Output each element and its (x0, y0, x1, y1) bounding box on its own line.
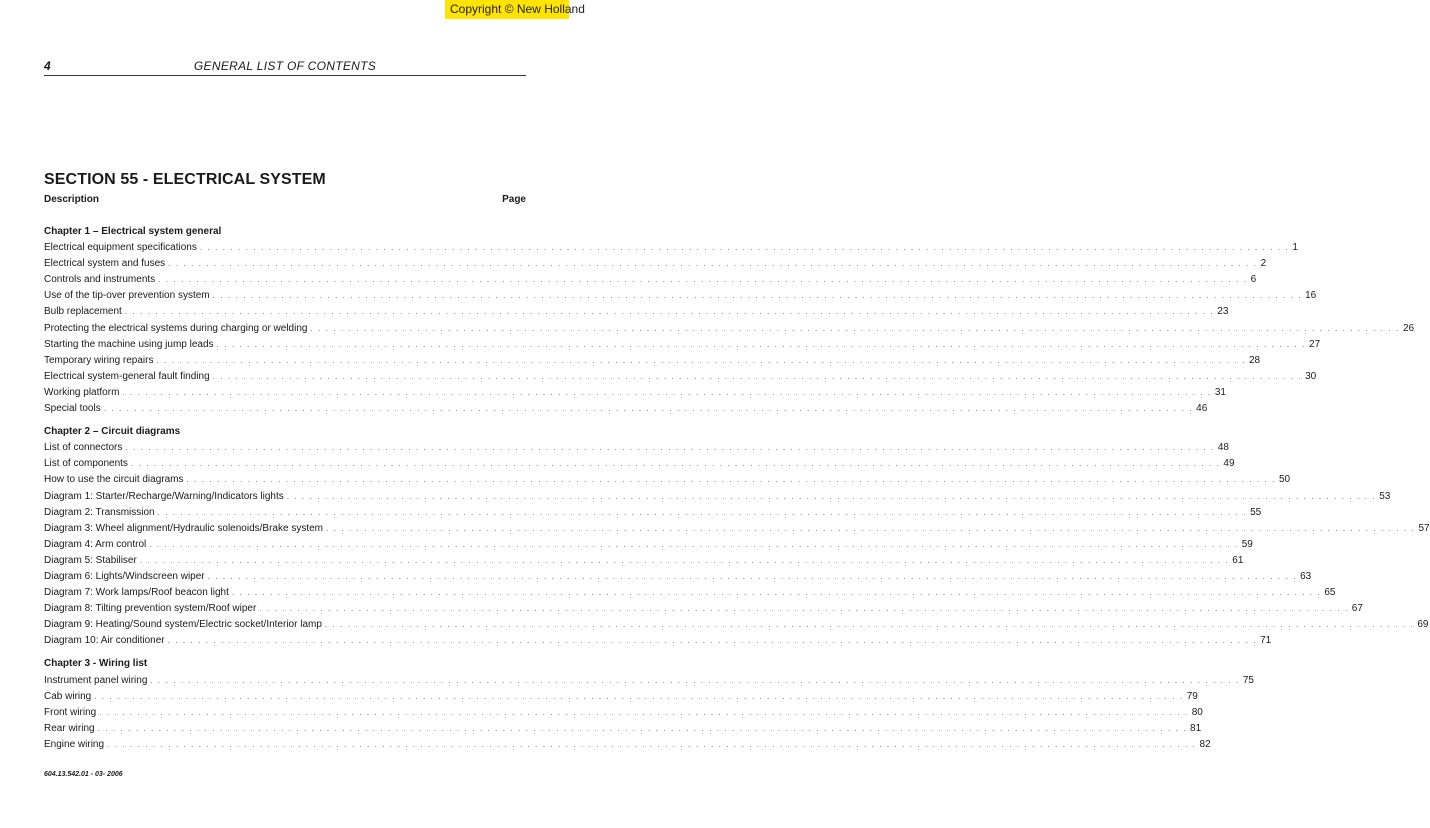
toc-entry[interactable] (44, 240, 1298, 256)
toc-entry-page: 82 (1199, 738, 1211, 750)
chapter-3 (44, 656, 1254, 753)
toc-entry[interactable] (44, 353, 1261, 369)
toc-entry-label: Temporary wiring repairs (44, 354, 154, 366)
toc-entry[interactable] (44, 737, 1211, 753)
toc-entry-label: Diagram 9: Heating/Sound system/Electric socket/Interior lamp (44, 619, 322, 631)
toc-entry-label: Special tools (44, 403, 101, 415)
dot-leader (325, 617, 1414, 633)
toc-entry-label: Diagram 10: Air conditioner (44, 635, 165, 647)
toc-entry-page: 46 (1196, 403, 1208, 415)
toc-entry-label: Use of the tip-over prevention system (44, 290, 210, 302)
toc-entry-page: 55 (1250, 506, 1262, 518)
toc-entry[interactable] (44, 705, 1203, 721)
toc-entry-page: 81 (1190, 722, 1202, 734)
dot-leader (287, 489, 1376, 505)
dot-leader (98, 721, 1187, 737)
toc-entry[interactable] (44, 633, 1272, 649)
toc-entry-page: 59 (1241, 538, 1253, 550)
chapter-1 (44, 224, 1415, 417)
toc-entry-label: List of components (44, 458, 128, 470)
dot-leader (125, 304, 1214, 320)
copyright-banner: Copyright © New Holland (445, 0, 569, 19)
dot-leader (168, 256, 1257, 272)
dot-leader (217, 337, 1306, 353)
toc-entry[interactable] (44, 256, 1267, 272)
table-of-contents (44, 224, 1430, 760)
toc-entry-page: 53 (1379, 490, 1391, 502)
page-header (44, 59, 526, 76)
dot-leader (149, 537, 1238, 553)
toc-entry-page: 27 (1309, 338, 1321, 350)
dot-leader (107, 737, 1196, 753)
toc-entry-page: 28 (1248, 354, 1261, 366)
toc-entry-page: 30 (1305, 370, 1317, 382)
chapter-title: Chapter 3 - Wiring list (44, 658, 148, 670)
toc-entry-page: 26 (1402, 322, 1415, 334)
dot-leader (259, 601, 1348, 617)
page-column-header: Page (502, 194, 526, 205)
section-title: SECTION 55 - ELECTRICAL SYSTEM (44, 171, 326, 188)
toc-entry-page: 57 (1418, 522, 1430, 534)
toc-entry-label: Electrical system-general fault finding (44, 370, 210, 382)
toc-entry-label: Rear wiring (44, 722, 95, 734)
toc-entry-label: Diagram 1: Starter/Recharge/Warning/Indicators lights (44, 490, 284, 502)
toc-entry-label: Electrical equipment specifications (44, 242, 197, 254)
toc-entry[interactable] (44, 401, 1208, 417)
toc-entry[interactable] (44, 321, 1415, 337)
toc-entry-page: 49 (1223, 458, 1235, 470)
toc-entry-page: 48 (1217, 442, 1229, 454)
chapter-title: Chapter 1 – Electrical system general (44, 226, 222, 237)
toc-entry-page: 65 (1324, 587, 1336, 599)
dot-leader (187, 472, 1276, 488)
dot-leader (131, 456, 1220, 472)
toc-entry-label: Instrument panel wiring (44, 674, 148, 686)
toc-entry[interactable] (44, 521, 1430, 537)
toc-entry-page: 50 (1278, 474, 1291, 486)
toc-entry-label: Diagram 4: Arm control (44, 538, 147, 550)
toc-entry-page: 6 (1250, 274, 1257, 286)
dot-leader (213, 288, 1302, 304)
toc-entry-label: Diagram 8: Tilting prevention system/Roof wiper (44, 603, 257, 615)
toc-entry[interactable] (44, 489, 1391, 505)
toc-entry[interactable] (44, 673, 1254, 689)
dot-leader (104, 401, 1193, 417)
dot-leader (213, 369, 1302, 385)
toc-entry-page: 71 (1260, 635, 1272, 647)
dot-leader (310, 321, 1399, 337)
toc-entry-label: Starting the machine using jump leads (44, 338, 214, 350)
toc-entry[interactable] (44, 472, 1291, 488)
toc-entry-label: Electrical system and fuses (44, 258, 166, 270)
description-column-header: Description (44, 194, 100, 205)
chapter-2 (44, 424, 1430, 649)
toc-entry[interactable] (44, 304, 1229, 320)
dot-leader (158, 505, 1247, 521)
dot-leader (125, 440, 1214, 456)
toc-entry[interactable] (44, 585, 1336, 601)
document-reference: 604.13.542.01 - 03- 2006 (44, 771, 123, 778)
dot-leader (140, 553, 1229, 569)
toc-entry-label: Cab wiring (44, 690, 92, 702)
toc-entry-page: 69 (1417, 619, 1429, 631)
header-title: GENERAL LIST OF CONTENTS (193, 59, 377, 73)
dot-leader (232, 585, 1321, 601)
toc-entry-page: 80 (1191, 706, 1203, 718)
toc-entry-page: 1 (1292, 242, 1298, 254)
toc-entry-page: 23 (1217, 306, 1229, 318)
toc-entry[interactable] (44, 440, 1229, 456)
toc-entry-label: Bulb replacement (44, 306, 122, 318)
toc-entry-label: Diagram 3: Wheel alignment/Hydraulic solenoids/Brake system (44, 522, 324, 534)
toc-entry-page: 31 (1214, 386, 1226, 398)
toc-entry-page: 75 (1242, 674, 1254, 686)
dot-leader (156, 353, 1245, 369)
toc-entry-page: 67 (1351, 603, 1363, 615)
dot-leader (94, 689, 1183, 705)
toc-entry-label: List of connectors (44, 442, 123, 454)
toc-entry-label: Diagram 7: Work lamps/Roof beacon light (44, 587, 229, 599)
toc-entry-page: 16 (1305, 290, 1317, 302)
dot-leader (150, 673, 1239, 689)
toc-entry-label: Diagram 2: Transmission (44, 506, 155, 518)
toc-entry[interactable] (44, 505, 1262, 521)
toc-entry-label: Working platform (44, 386, 120, 398)
toc-entry-label: Engine wiring (44, 738, 105, 750)
toc-entry[interactable] (44, 537, 1253, 553)
toc-entry[interactable] (44, 601, 1363, 617)
toc-entry-page: 63 (1300, 570, 1312, 582)
toc-entry-label: Protecting the electrical systems during charging or welding (44, 322, 308, 334)
toc-entry-label: Diagram 6: Lights/Windscreen wiper (44, 570, 205, 582)
page-number: 4 (44, 59, 51, 73)
toc-entry-page: 61 (1232, 554, 1244, 566)
toc-entry[interactable] (44, 689, 1198, 705)
toc-entry[interactable] (44, 272, 1257, 288)
toc-entry-label: How to use the circuit diagrams (44, 474, 184, 486)
dot-leader (122, 385, 1211, 401)
toc-entry-label: Controls and instruments (44, 274, 156, 286)
toc-entry-label: Front wiring (44, 706, 97, 718)
toc-entry-page: 79 (1186, 690, 1198, 702)
toc-entry[interactable] (44, 456, 1235, 472)
toc-entry[interactable] (44, 569, 1312, 585)
dot-leader (208, 569, 1297, 585)
dot-leader (200, 240, 1289, 256)
toc-entry-label: Diagram 5: Stabiliser (44, 554, 137, 566)
toc-entry-page: 2 (1260, 258, 1267, 270)
toc-entry[interactable] (44, 369, 1317, 385)
toc-entry[interactable] (44, 553, 1244, 569)
dot-leader (168, 633, 1257, 649)
toc-entry[interactable] (44, 385, 1226, 401)
dot-leader (326, 521, 1415, 537)
dot-leader (158, 272, 1247, 288)
toc-entry[interactable] (44, 337, 1321, 353)
toc-entry[interactable] (44, 288, 1317, 304)
toc-entry[interactable] (44, 617, 1429, 633)
toc-entry[interactable] (44, 721, 1202, 737)
chapter-title: Chapter 2 – Circuit diagrams (44, 426, 181, 438)
dot-leader (99, 705, 1188, 721)
